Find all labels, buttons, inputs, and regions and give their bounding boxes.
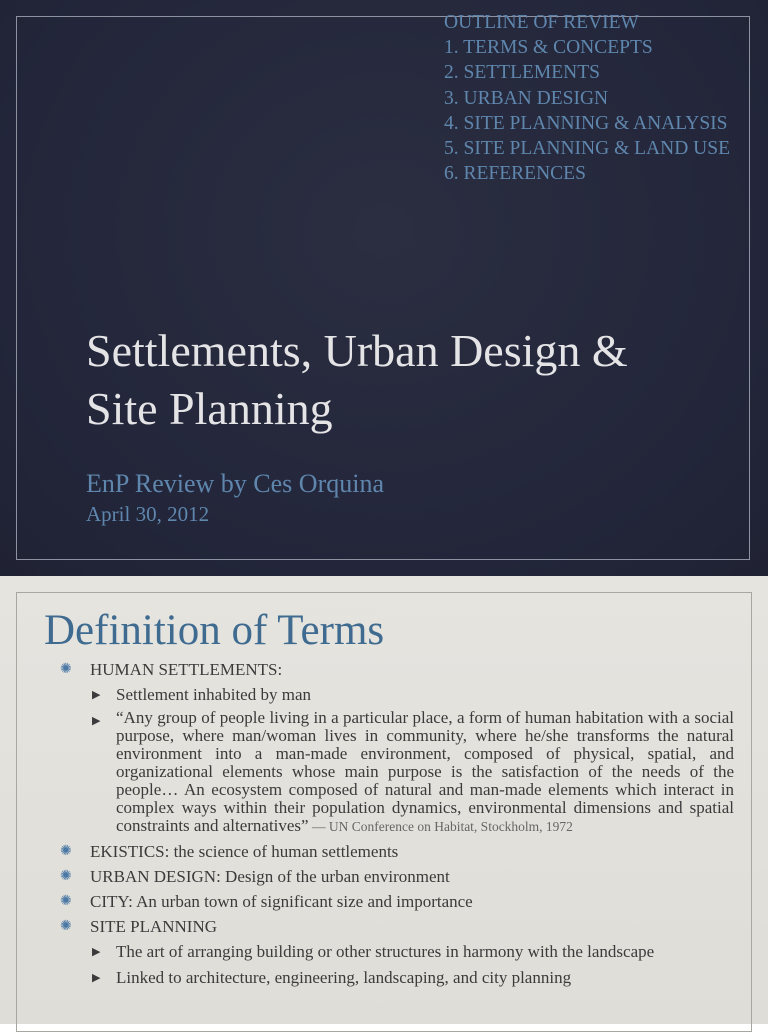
bullet-ekistics [60,840,734,864]
triangle-bullet-icon: ▶ [92,715,101,727]
sub-bullet [60,966,734,990]
triangle-bullet-icon: ▶ [92,689,101,701]
bullet-urban-design [60,865,734,889]
bullet-text: CITY: An urban town of significant size and importance [90,892,473,911]
sub-bullet-text: The art of arranging building or other structures in harmony with the landscape [116,942,655,961]
bullet-site-planning [60,915,734,939]
outline-item-terms: 1. TERMS & CONCEPTS [444,37,653,59]
presentation-title [86,322,726,438]
bullet-city [60,890,734,914]
star-bullet-icon: ✺ [60,844,72,859]
star-bullet-icon: ✺ [60,919,72,934]
presenter-subtitle: EnP Review by Ces Orquina [86,469,384,498]
title-line-1: Settlements, Urban Design & [86,325,628,376]
outline-item-references: 6. REFERENCES [444,163,586,185]
bullet-list [60,658,734,992]
outline-of-review [444,10,744,186]
outline-item-settlements: 2. SETTLEMENTS [444,62,600,84]
sub-bullet [60,683,734,707]
star-bullet-icon: ✺ [60,894,72,909]
star-bullet-icon: ✺ [60,662,72,677]
sub-bullet [60,940,734,964]
presentation-date: April 30, 2012 [86,502,210,526]
slide-title: Definition of Terms [44,607,385,654]
definition-slide [0,576,768,1024]
star-bullet-icon: ✺ [60,869,72,884]
bullet-text: EKISTICS: the science of human settlements [90,842,399,861]
quote-citation: — UN Conference on Habitat, Stockholm, 1972 [308,819,573,834]
quote-block [116,709,734,836]
triangle-bullet-icon: ▶ [92,946,101,958]
title-line-2: Site Planning [86,383,333,434]
quote-text: “Any group of people living in a particular place, a form of human habitation with a social purpose, where man/woman lives in community, where he/she transforms the natural environment into a man-made environment, composed of physical, spatial, and organizational elements whose main purpose is the satisfaction of the needs of the people… An ecosystem composed of natural and man-made elements which interact in complex ways within their population dynamics, environmental dimensions and spatial constraints and alternatives” [116,708,734,835]
sub-bullet-quote [60,709,734,836]
sub-bullet-text: Linked to architecture, engineering, landscaping, and city planning [116,968,572,987]
outline-item-land-use: 5. SITE PLANNING & LAND USE [444,138,730,160]
outline-item-urban-design: 3. URBAN DESIGN [444,87,609,109]
bullet-text: URBAN DESIGN: Design of the urban environment [90,867,450,886]
outline-item-site-analysis: 4. SITE PLANNING & ANALYSIS [444,112,728,134]
triangle-bullet-icon: ▶ [92,972,101,984]
bullet-text: SITE PLANNING [90,917,218,936]
sub-bullet-text: Settlement inhabited by man [116,685,311,704]
bullet-text: HUMAN SETTLEMENTS: [90,660,283,679]
bullet-human-settlements [60,658,734,682]
outline-title: OUTLINE OF REVIEW [444,12,639,33]
